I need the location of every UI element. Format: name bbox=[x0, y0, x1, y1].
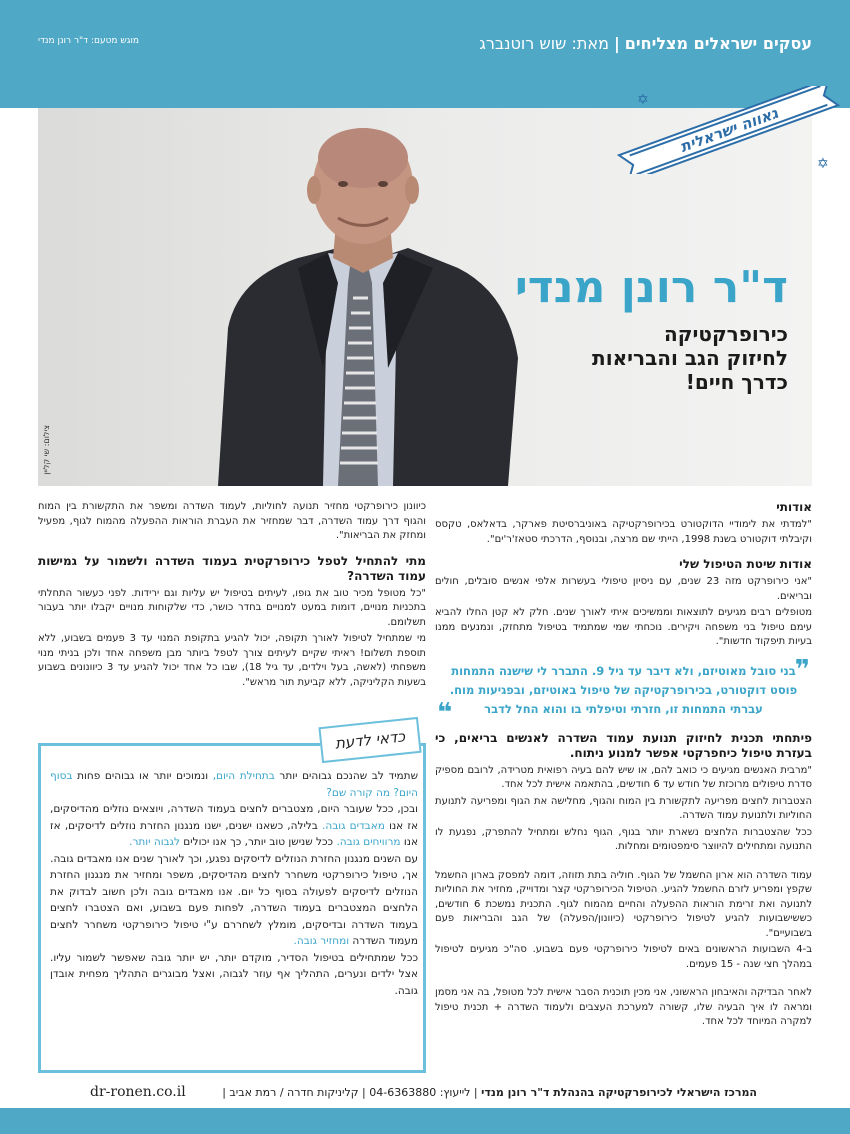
did-you-know-text bbox=[50, 768, 418, 999]
footer-text bbox=[222, 1086, 757, 1099]
box-paragraph: עם השנים מנגנון החזרת הנוזלים לדיסקים נפגע, וכך לאורך שנים אנו מאבדים גובה. bbox=[50, 852, 418, 865]
box-paragraph bbox=[50, 801, 418, 851]
paragraph: הצטברות לחצים מפריעה לתקשורת בין המוח והגוף, מחלישה את הגוף ומפריעה לתנועת החוליות ולתנועת עמוד השדרה. bbox=[435, 795, 812, 821]
subtitle-line: כירופרקטיקה bbox=[664, 322, 788, 346]
paragraph: מטופלים רבים מגיעים לתוצאות וממשיכים איתי לאורך שנים. חלק לא קטן החלו להביא עימם טיפול בני משפחה ויקירים. נוכחתי שמי שמתמיד בטיפול מתחזק, ונמנעים ממנו בעיות תיפקוד חדשות". bbox=[435, 607, 812, 647]
subtitle-line: לחיזוק הגב והבריאות bbox=[592, 346, 788, 370]
plan-heading: פיתחתי תכנית לחיזוק תנועת עמוד השדרה לאנשים בריאים, כי בעזרת טיפול כיחפרקטי אפשר למנוע ניתוח. bbox=[435, 730, 812, 760]
highlight: לגבוה יותר. bbox=[129, 836, 180, 848]
footer bbox=[0, 1078, 850, 1108]
paragraph: "כל מטופל מכיר טוב את גופו, לעיתים בטיפול יש עליות וגם ירידות. לפני כעשור התחלתי בתכניות מנויים, דומות במעט למנויים בחדר כושר, כדי שלקוחות מנויים יקבלו יותר בעבור תשלומם. bbox=[38, 587, 426, 628]
text-span: ובכן, ככל שעובר היום, מצטברים לחצים בעמוד השדרה, ויוצאים נוזלים מהדיסקים, אז אנו bbox=[50, 803, 418, 832]
footer-contact: | לייעוץ: 04-6363880 | קליניקות חדרה / רמת אביב | bbox=[222, 1086, 478, 1099]
israeli-pride-badge bbox=[612, 86, 847, 174]
badge-text: גאווה ישראלית bbox=[677, 103, 781, 157]
paragraph: "מרבית האנשים מגיעים כי כואב להם, או שיש להם בעיה רפואית מטרידה, לרובם מספיק סדרת טיפולים מרוכזת של חודש עד 6 חודשים, בהתאמה אישית לכל אחד. bbox=[435, 764, 812, 790]
box-paragraph: ככל שמתחילים בטיפול הסדיר, מוקדם יותר, יש יותר גובה שאפשר לשמור עליו. אצל ילדים ונערים, התהליך אף עוזר לגבוה, ואצל מבוגרים התהליך מפחית אובדן גובה. bbox=[50, 951, 418, 997]
footer-center: המרכז הישראלי לכירופרקטיקה בהנהלת ד"ר רונן מנדי bbox=[481, 1086, 757, 1099]
method-heading: אודות שיטת הטיפול שלי bbox=[679, 557, 812, 571]
bottom-bar bbox=[0, 1108, 850, 1134]
did-you-know-title: כדאי לדעת bbox=[318, 717, 421, 763]
divider: | bbox=[613, 34, 620, 53]
highlight: ומחזיר גובה. bbox=[293, 935, 350, 947]
website-link[interactable]: dr-ronen.co.il bbox=[90, 1084, 186, 1100]
text-span: בלילה, כשאנו ישנים, ישנו מנגנון החזרת נוזלים לדיסקים, אז אנו bbox=[50, 819, 418, 848]
article-subtitle bbox=[592, 322, 788, 394]
highlight: בתחילת היום, bbox=[212, 770, 275, 782]
right-column bbox=[435, 500, 812, 1032]
paragraph: ב-4 השבועות הראשונים באים לטיפול כירופרקטי פעם בשבוע. סה"כ מגיעים לטיפול במהלך חצי שנה - 15 פעמים. bbox=[435, 944, 812, 970]
paragraph: ככל שהצטברות הלחצים נשארת יותר בגוף, הגוף נחלש ומתחיל להתפרק, נפגעת לו התנועה ומתחילים להיווצר סימפטומים ומחלות. bbox=[435, 826, 812, 852]
paragraph: עמוד השדרה הוא ארון החשמל של הגוף. חוליה בתת תזוזה, דומה למפסק בארון החשמל שקפץ ומפריע לזרם החשמל להגיע. הטיפול הכירופרקטי קצר ומדוייק, מחזיר את החוליות לתנועה ואת זרימת הוראות ההפעלה והחיים מהמוח לגוף. התכנית נמשכת 6 חודשים, כששישבועות להגיע לטיפול כירופרקטי (כיוונון/הפעלה) של הגב והבריאות פעם בשבועיים". bbox=[435, 869, 812, 939]
box-paragraph bbox=[50, 867, 418, 950]
author-line: מאת: שוש רוטנברג bbox=[479, 34, 609, 53]
sponsored-line: מוגש מטעם: ד"ר רונן מנדי bbox=[38, 36, 140, 46]
about-text: "למדתי את לימודיי הדוקטורט בכירופרקטיקה באוניברסיטת פארקר, בדאלאס, טקסס וקיבלתי דוקטורט בשנת 1998, הייתי שם מרצה, ובנוסף, הדרכתי סטאז'ר'ים". bbox=[435, 519, 812, 545]
subtitle-line: כדרך חיים! bbox=[685, 370, 788, 394]
quote-mark-icon: ❝ bbox=[437, 697, 453, 728]
star-of-david-icon: ✡ bbox=[817, 156, 829, 172]
article-title: ד"ר רונן מנדי bbox=[514, 262, 788, 313]
text-span: ונמוכים יותר או גבוהים פחות bbox=[77, 770, 209, 782]
paragraph: "אני כירופרקט מזה 23 שנים, עם ניסיון טיפולי בעשרות אלפי אנשים סובלים, חולים ובריאים. bbox=[435, 576, 812, 602]
section-title: עסקים ישראלים מצליחים bbox=[624, 34, 812, 53]
photo-credit: צילום: שי קליין bbox=[42, 425, 51, 475]
quote-mark-icon: ❞ bbox=[794, 654, 810, 685]
paragraph: לאחר הבדיקה והאיבחון הראשוני, אני מכין תוכנית הסבר אישית לכל מטופל, בה אני מסמן ומראה לו איך הבעיה שלו, קשורה למערכת העצבים ולעמוד השדרה + תכנית טיפול למקרה המיוחד לכל אחד. bbox=[435, 987, 812, 1027]
left-column bbox=[38, 500, 426, 692]
text-span: אך, טיפול כירופרקטי משחרר לחצים מהדיסקים, משפר ומחזיר את מנגנון החזרת הנוזלים לדיסקים לפעולה בסוף כל יום. אנו מאבדים גובה ולכן חשוב לבדוק את הלחצים המצטברים בעמוד השדרה, לפחות פעם בשבוע, ואם הצטברו לחצים בעמוד השדרה ובדיסקים, מומלץ לשחררם ע"י טיפול כירופרקטי משחרר לחצים מעמוד השדרה bbox=[50, 869, 418, 947]
text-span: שתמיד לב שהנכם גבוהים יותר bbox=[279, 770, 419, 782]
section-header bbox=[479, 34, 812, 53]
highlight: מאבדים גובה. bbox=[322, 819, 385, 832]
box-paragraph bbox=[50, 768, 418, 801]
star-of-david-icon: ✡ bbox=[637, 92, 649, 108]
pull-quote-text: בני סובל מאוטיזם, ולא דיבר עד גיל 9. התברר לי שישנה התמחות פוסט דוקטורט, בכירופרקטיקה של טיפול באוטיזם, ובפגיעות מוח. עברתי התמחות זו, חזרתי וטיפלתי בו והוא החל לדבר bbox=[449, 663, 798, 716]
highlight: מרוויחים גובה. bbox=[336, 836, 401, 848]
pull-quote bbox=[437, 654, 810, 728]
question-heading: מתי להתחיל לטפל כירופרקטית בעמוד השדרה ולשמור על גמישות עמוד השדרה? bbox=[38, 553, 426, 583]
paragraph: מי שמתחיל לטיפול לאורך תקופה, יכול להגיע בתקופת המנוי עד 3 פעמים בשבוע, ללא תוספת תשלום! ראיתי שקיים לעיתים צורך לטפל ביותר מבן משפחה אחד ולכן בניתי מנוי משפחתי (לאשה, בעל וילדים, עד גיל 18), שבו כל אחד יכול להגיע עד 3 כיוונונים בשבוע בשעות הקליניקה, ללא קביעת תור מראש". bbox=[38, 633, 426, 688]
paragraph: כיוונון כירופרקטי מחזיר תנועה לחוליות, לעמוד השדרה ומשפר את התקשורת בין המוח והגוף דרך עמוד השדרה, דבר שמחזיר את העברת הוראות ההפעלה מהמוח לגוף, מפעיל ומחזק את הבריאות". bbox=[38, 501, 426, 541]
about-heading: אודותי bbox=[776, 500, 812, 514]
highlight: בסוף היום? מה קורה שם? bbox=[50, 770, 418, 799]
text-span: ככל שנישן טוב יותר, כך אנו יכולים bbox=[183, 836, 334, 848]
